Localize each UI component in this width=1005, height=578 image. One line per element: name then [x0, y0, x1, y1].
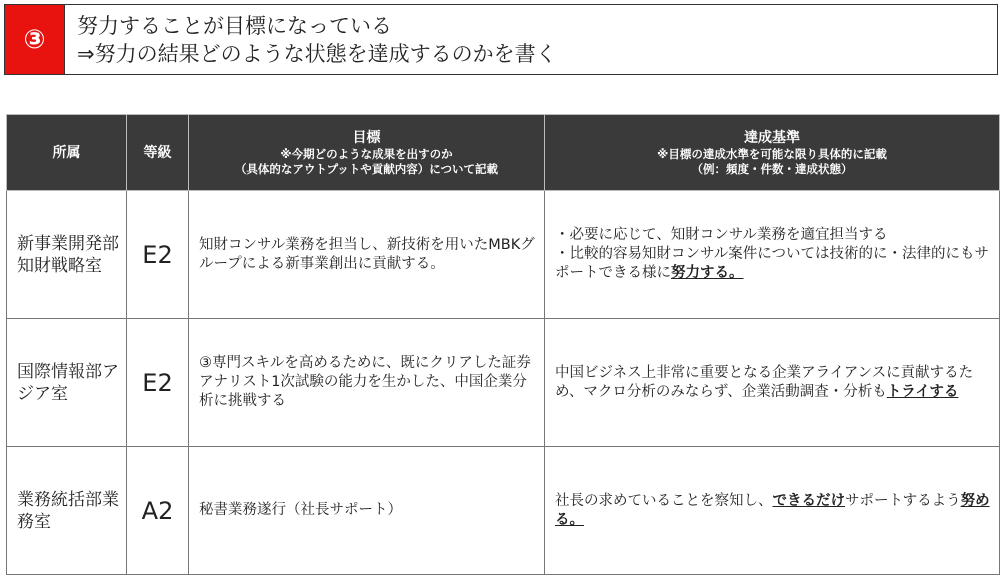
- cell-goal: 知財コンサル業務を担当し、新技術を用いたMBKグループによる新事業創出に貢献する。: [189, 191, 545, 319]
- cell-dept: 業務統括部業務室: [7, 447, 127, 575]
- cell-grade: E2: [127, 319, 189, 447]
- cell-criteria: 社長の求めていることを察知し、できるだけサポートするよう努める。: [545, 447, 1000, 575]
- criteria-emphasis: できるだけ: [772, 492, 845, 509]
- criteria-emphasis: 努める。: [555, 492, 990, 528]
- criteria-line: ・必要に応じて、知財コンサル業務を適宜担当する: [555, 227, 888, 243]
- header-goal: 目標 ※今期どのような成果を出すのか （具体的なアウトプットや貢献内容）について記載: [189, 115, 545, 191]
- header-criteria: 達成基準 ※目標の達成水準を可能な限り具体的に記載 （例：頻度・件数・達成状態）: [545, 115, 1000, 191]
- table-header-row: [7, 115, 1000, 191]
- problem-number-badge: ③: [5, 5, 65, 74]
- criteria-emphasis: 努力する。: [671, 265, 744, 281]
- problem-text: [65, 5, 557, 74]
- cell-goal: ③専門スキルを高めるために、既にクリアした証券アナリスト1次試験の能力を生かした、中国企業分析に挑戦する: [189, 319, 545, 447]
- goals-table: [6, 114, 1000, 575]
- problem-title: 努力することが目標になっている: [77, 13, 392, 38]
- cell-grade: E2: [127, 191, 189, 319]
- criteria-emphasis: トライする: [886, 383, 959, 400]
- table-row: [7, 191, 1000, 319]
- cell-goal: 秘書業務遂行（社長サポート）: [189, 447, 545, 575]
- criteria-line: ・比較的容易知財コンサル案件については技術的に・法律的にもサポートできる様に努力する。: [555, 246, 989, 281]
- table-row: [7, 319, 1000, 447]
- cell-grade: A2: [127, 447, 189, 575]
- cell-dept: 新事業開発部 知財戦略室: [7, 191, 127, 319]
- cell-criteria: [545, 191, 1000, 319]
- cell-dept: 国際情報部アジア室: [7, 319, 127, 447]
- cell-criteria: 中国ビジネス上非常に重要となる企業アライアンスに貢献するため、マクロ分析のみならず、企業活動調査・分析もトライする: [545, 319, 1000, 447]
- header-grade: 等級: [127, 115, 189, 191]
- problem-banner: [4, 4, 998, 75]
- header-dept: 所属: [7, 115, 127, 191]
- problem-guidance: ⇒努力の結果どのような状態を達成するのかを書く: [77, 41, 557, 66]
- table-row: [7, 447, 1000, 575]
